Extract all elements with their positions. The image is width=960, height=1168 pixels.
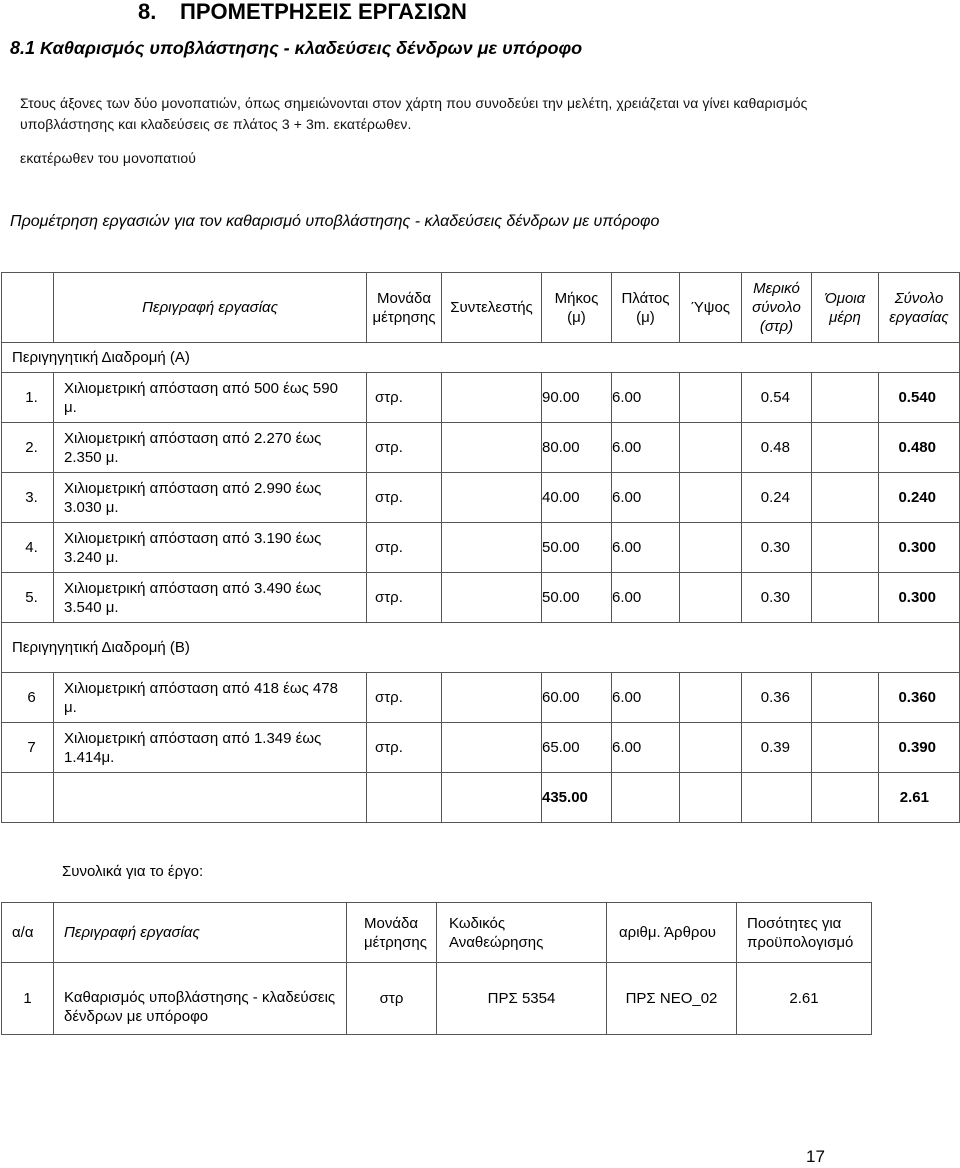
row-index: 3.	[2, 473, 54, 523]
row-similar-parts	[812, 573, 879, 623]
row-similar-parts	[812, 673, 879, 723]
row-coefficient	[442, 723, 542, 773]
summary-row-index: 1	[2, 963, 54, 1035]
measurement-title: Προμέτρηση εργασιών για τον καθαρισμό υποβλάστησης - κλαδεύσεις δένδρων με υπόροφο	[10, 213, 660, 230]
row-partial-total: 0.48	[742, 423, 812, 473]
row-work-total: 0.240	[879, 473, 960, 523]
totals-similar-parts	[812, 773, 879, 823]
intro-line-1: Στους άξονες των δύο μονοπατιών, όπως σημειώνονται στον χάρτη που συνοδεύει την μελέτη, χρειάζεται να γίνει καθαρισμός	[20, 95, 808, 111]
row-height	[680, 673, 742, 723]
table-row	[2, 423, 960, 473]
row-width: 6.00	[612, 673, 680, 723]
route-section-title: Περιγηγητική Διαδρομή (Α)	[2, 343, 960, 373]
row-partial-total: 0.30	[742, 573, 812, 623]
row-coefficient	[442, 573, 542, 623]
header-unit: Μονάδα μέτρησης	[367, 273, 442, 343]
row-description: Χιλιομετρική απόσταση από 3.190 έως 3.240 μ.	[54, 523, 367, 573]
row-coefficient	[442, 673, 542, 723]
section-title: ΠΡΟΜΕΤΡΗΣΕΙΣ ΕΡΓΑΣΙΩΝ	[180, 0, 467, 24]
header-similar-parts: Όμοια μέρη	[812, 273, 879, 343]
row-coefficient	[442, 373, 542, 423]
summary-header-unit: Μονάδα μέτρησης	[347, 903, 437, 963]
totals-partial-total	[742, 773, 812, 823]
row-unit: στρ.	[367, 373, 442, 423]
row-index: 2.	[2, 423, 54, 473]
summary-header-row	[2, 903, 872, 963]
row-description: Χιλιομετρική απόσταση από 500 έως 590 μ.	[54, 373, 367, 423]
table-row	[2, 673, 960, 723]
row-similar-parts	[812, 423, 879, 473]
row-width: 6.00	[612, 523, 680, 573]
header-coefficient: Συντελεστής	[442, 273, 542, 343]
row-width: 6.00	[612, 723, 680, 773]
table-row	[2, 373, 960, 423]
row-width: 6.00	[612, 373, 680, 423]
row-height	[680, 473, 742, 523]
route-section-row	[2, 343, 960, 373]
totals-index	[2, 773, 54, 823]
row-similar-parts	[812, 473, 879, 523]
row-width: 6.00	[612, 423, 680, 473]
row-partial-total: 0.39	[742, 723, 812, 773]
row-index: 4.	[2, 523, 54, 573]
header-length: Μήκος (μ)	[542, 273, 612, 343]
totals-width	[612, 773, 680, 823]
summary-header-quantity: Ποσότητες για προϋπολογισμό	[737, 903, 872, 963]
table-row	[2, 723, 960, 773]
intro-note: εκατέρωθεν του μονοπατιού	[20, 150, 196, 166]
header-partial-total: Μερικό σύνολο (στρ)	[742, 273, 812, 343]
table-row	[2, 573, 960, 623]
row-work-total: 0.300	[879, 523, 960, 573]
row-description: Χιλιομετρική απόσταση από 2.990 έως 3.030 μ.	[54, 473, 367, 523]
row-coefficient	[442, 473, 542, 523]
row-index: 5.	[2, 573, 54, 623]
row-unit: στρ.	[367, 723, 442, 773]
row-partial-total: 0.24	[742, 473, 812, 523]
summary-title: Συνολικά για το έργο:	[62, 863, 204, 880]
summary-row-revision-code: ΠΡΣ 5354	[437, 963, 607, 1035]
summary-header-revision-code: Κωδικός Αναθεώρησης	[437, 903, 607, 963]
summary-header-index: α/α	[2, 903, 54, 963]
row-height	[680, 423, 742, 473]
row-partial-total: 0.30	[742, 523, 812, 573]
row-length: 60.00	[542, 673, 612, 723]
table-row	[2, 963, 872, 1035]
totals-length: 435.00	[542, 773, 612, 823]
row-unit: στρ.	[367, 473, 442, 523]
row-partial-total: 0.54	[742, 373, 812, 423]
totals-coefficient	[442, 773, 542, 823]
row-description: Χιλιομετρική απόσταση από 418 έως 478 μ.	[54, 673, 367, 723]
summary-header-article: αριθμ. Άρθρου	[607, 903, 737, 963]
header-work-total: Σύνολο εργασίας	[879, 273, 960, 343]
summary-header-description: Περιγραφή εργασίας	[54, 903, 347, 963]
row-work-total: 0.480	[879, 423, 960, 473]
row-height	[680, 523, 742, 573]
section-number: 8.	[138, 0, 157, 24]
row-width: 6.00	[612, 573, 680, 623]
intro-line-2: υποβλάστησης και κλαδεύσεις σε πλάτος 3 + 3m. εκατέρωθεν.	[20, 116, 412, 132]
header-index	[2, 273, 54, 343]
row-work-total: 0.360	[879, 673, 960, 723]
row-height	[680, 723, 742, 773]
row-unit: στρ.	[367, 673, 442, 723]
row-partial-total: 0.36	[742, 673, 812, 723]
row-unit: στρ.	[367, 523, 442, 573]
row-description: Χιλιομετρική απόσταση από 1.349 έως 1.414μ.	[54, 723, 367, 773]
row-similar-parts	[812, 723, 879, 773]
row-height	[680, 373, 742, 423]
row-length: 40.00	[542, 473, 612, 523]
row-work-total: 0.540	[879, 373, 960, 423]
totals-height	[680, 773, 742, 823]
row-similar-parts	[812, 373, 879, 423]
row-index: 7	[2, 723, 54, 773]
totals-work-total: 2.61	[879, 773, 960, 823]
header-width: Πλάτος (μ)	[612, 273, 680, 343]
table-row	[2, 523, 960, 573]
summary-row-description: Καθαρισμός υποβλάστησης - κλαδεύσεις δένδρων με υπόροφο	[54, 963, 347, 1035]
row-coefficient	[442, 423, 542, 473]
row-width: 6.00	[612, 473, 680, 523]
row-coefficient	[442, 523, 542, 573]
header-description: Περιγραφή εργασίας	[54, 273, 367, 343]
row-similar-parts	[812, 523, 879, 573]
row-work-total: 0.300	[879, 573, 960, 623]
route-section-row	[2, 623, 960, 673]
row-length: 90.00	[542, 373, 612, 423]
row-index: 1.	[2, 373, 54, 423]
summary-row-article: ΠΡΣ ΝΕΟ_02	[607, 963, 737, 1035]
page-number: 17	[806, 1147, 825, 1166]
header-height: Ύψος	[680, 273, 742, 343]
row-description: Χιλιομετρική απόσταση από 3.490 έως 3.540 μ.	[54, 573, 367, 623]
row-length: 50.00	[542, 523, 612, 573]
row-unit: στρ.	[367, 423, 442, 473]
summary-table	[1, 902, 872, 1035]
subsection-title: 8.1 Καθαρισμός υποβλάστησης - κλαδεύσεις δένδρων με υπόροφο	[10, 38, 583, 58]
row-index: 6	[2, 673, 54, 723]
totals-description	[54, 773, 367, 823]
row-length: 80.00	[542, 423, 612, 473]
row-length: 50.00	[542, 573, 612, 623]
row-unit: στρ.	[367, 573, 442, 623]
row-height	[680, 573, 742, 623]
route-section-title: Περιγηγητική Διαδρομή (Β)	[2, 623, 960, 673]
summary-row-unit: στρ	[347, 963, 437, 1035]
row-length: 65.00	[542, 723, 612, 773]
totals-unit	[367, 773, 442, 823]
table-row	[2, 473, 960, 523]
row-description: Χιλιομετρική απόσταση από 2.270 έως 2.350 μ.	[54, 423, 367, 473]
summary-row-quantity: 2.61	[737, 963, 872, 1035]
totals-row	[2, 773, 960, 823]
row-work-total: 0.390	[879, 723, 960, 773]
measurement-table	[1, 272, 960, 823]
measurement-header-row	[2, 273, 960, 343]
